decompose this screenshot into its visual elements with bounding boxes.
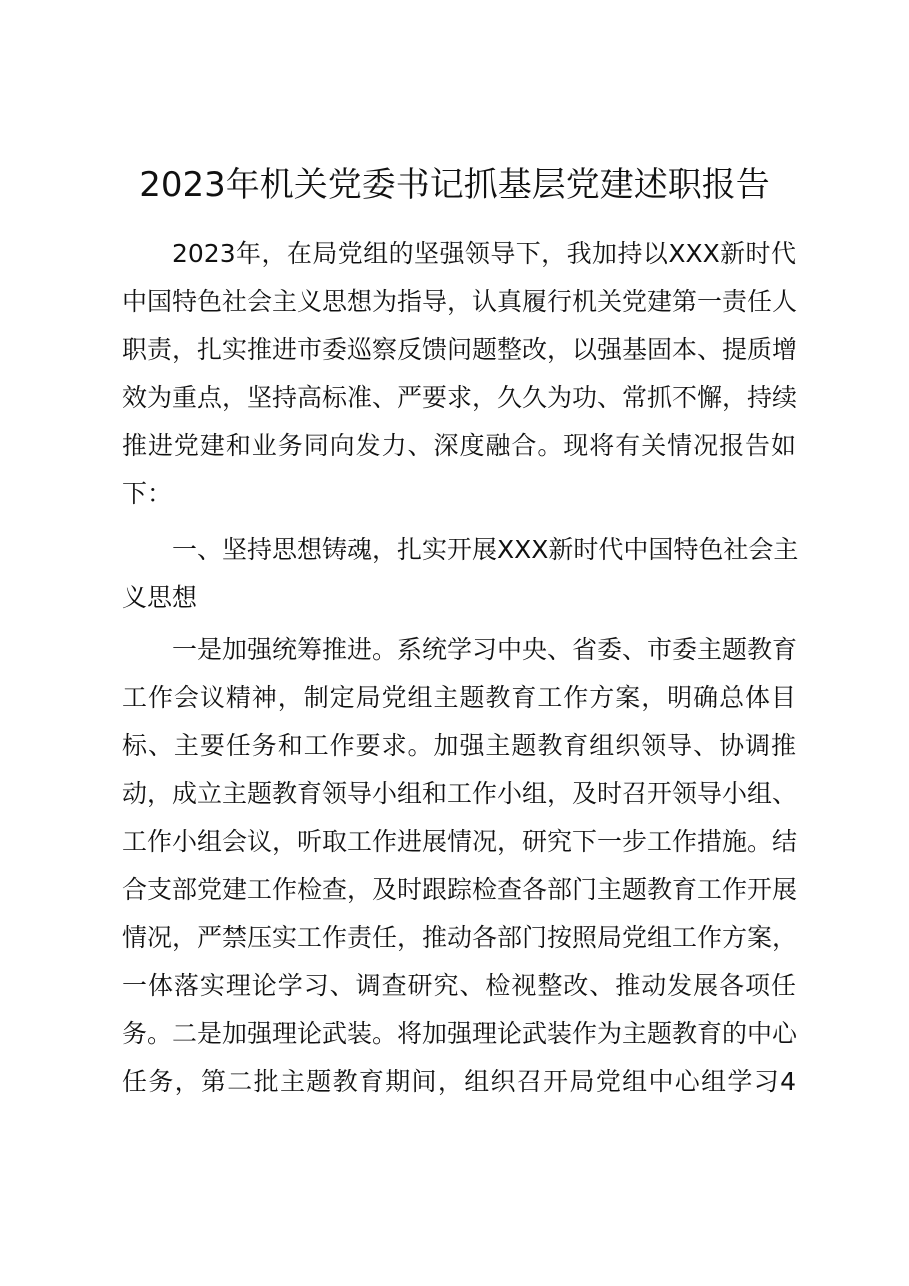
text-line: 工作会议精神，制定局党组主题教育工作方案，明确总体目 (122, 683, 796, 712)
text-line: 动，成立主题教育领导小组和工作小组，及时召开领导小组、 (122, 779, 798, 808)
text-line: 职责，扎实推进市委巡察反馈问题整改，以强基固本、提质增 (122, 335, 798, 364)
text-line: 效为重点，坚持高标准、严要求，久久为功、常抓不懈，持续 (122, 383, 798, 412)
text-line: 任务，第二批主题教育期间，组织召开局党组中心组学习4 (122, 1067, 796, 1096)
text-line: 推进党建和业务同向发力、深度融合。现将有关情况报告如 (122, 431, 796, 460)
document-title: 2023年机关党委书记抓基层党建述职报告 (139, 165, 770, 205)
paragraph-section-1-body (122, 626, 796, 1106)
text-line: 一是加强统筹推进。系统学习中央、省委、市委主题教育 (172, 635, 798, 664)
text-line: 下： (122, 479, 173, 508)
text-line: 工作小组会议，听取工作进展情况，研究下一步工作措施。结 (122, 827, 798, 856)
text-line: 情况，严禁压实工作责任，推动各部门按照局党组工作方案， (122, 923, 798, 952)
text-line: 中国特色社会主义思想为指导，认真履行机关党建第一责任人 (122, 287, 798, 316)
paragraph-intro (122, 230, 796, 518)
text-line: 合支部党建工作检查，及时跟踪检查各部门主题教育工作开展 (122, 875, 798, 904)
text-line: 2023年，在局党组的坚强领导下，我加持以XXX新时代 (172, 239, 796, 268)
text-line: 标、主要任务和工作要求。加强主题教育组织领导、协调推 (122, 731, 796, 760)
text-line: 义思想 (122, 583, 198, 612)
text-line: 务。二是加强理论武装。将加强理论武装作为主题教育的中心 (122, 1019, 798, 1048)
section-heading-1 (122, 526, 799, 622)
text-line: 一体落实理论学习、调查研究、检视整改、推动发展各项任 (122, 971, 796, 1000)
text-line: 一、坚持思想铸魂，扎实开展XXX新时代中国特色社会主 (172, 535, 799, 564)
